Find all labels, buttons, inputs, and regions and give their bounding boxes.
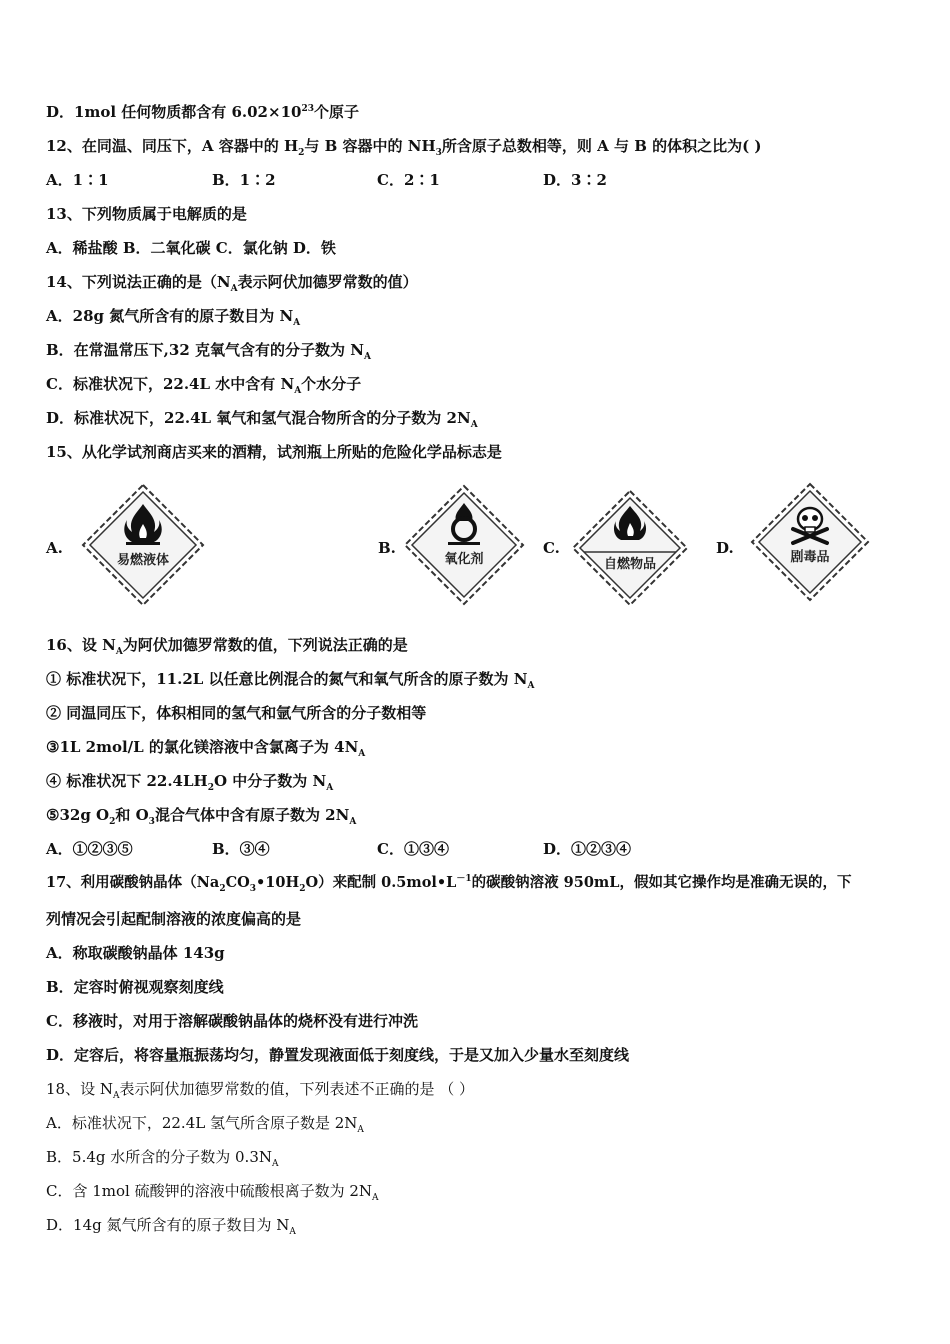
q16-i1-sub: A <box>527 681 535 691</box>
q16-option-b[interactable]: B．③④ <box>212 840 270 858</box>
q16-item-2: ② 同温同压下，体积相同的氢气和氩气所含的分子数相等 <box>46 704 427 722</box>
q15-option-a-letter[interactable]: A. <box>46 539 63 557</box>
q14d-text: D．标准状况下，22.4L 氧气和氢气混合物所含的分子数为 2N <box>46 409 471 427</box>
q12-text-2: 与 B 容器中的 NH <box>304 137 436 155</box>
q17-stem-line2: 列情况会引起配制溶液的浓度偏高的是 <box>46 910 302 928</box>
q18b-sub: A <box>272 1159 279 1169</box>
q12-option-b[interactable]: B．1∶2 <box>212 171 276 189</box>
q14c-text-2: 个水分子 <box>301 375 362 393</box>
q16-i5-text-3: 混合气体中含有原子数为 2N <box>154 806 350 824</box>
q11d-suffix: 个原子 <box>313 103 359 121</box>
q16-item-1 <box>46 669 534 689</box>
q18-option-a[interactable] <box>46 1113 364 1133</box>
q16-i5-sub-2: 3 <box>148 817 155 827</box>
q12-option-d[interactable]: D．3∶2 <box>543 171 607 189</box>
q18d-text: D．14g 氮气所含有的原子数目为 N <box>46 1216 290 1234</box>
q18-option-b[interactable] <box>46 1147 279 1167</box>
q16-i4-text-2: O 中分子数为 N <box>213 772 327 790</box>
q18-text-1: 18、设 N <box>46 1080 113 1098</box>
q18c-sub: A <box>372 1193 379 1203</box>
q17-option-a[interactable]: A．称取碳酸钠晶体 143g <box>46 944 225 962</box>
q17-text-2: CO <box>225 874 250 891</box>
q18a-sub: A <box>357 1125 364 1135</box>
q14-text-2: 表示阿伏加德罗常数的值） <box>237 273 418 291</box>
q14-sub: A <box>230 284 238 294</box>
q11-option-d <box>46 102 359 122</box>
q14a-text: A．28g 氮气所含有的原子数目为 N <box>46 307 294 325</box>
q14b-sub: A <box>363 352 371 362</box>
q14-stem <box>46 272 418 292</box>
q15-sign-a-label: 易燃液体 <box>116 553 170 568</box>
q18-option-d[interactable] <box>46 1215 296 1235</box>
q17-stem <box>46 873 851 893</box>
q14a-sub: A <box>293 318 301 328</box>
q16-text-1: 16、设 N <box>46 636 116 654</box>
q16-i4-sub-1: 2 <box>207 783 214 793</box>
q16-option-c[interactable]: C．①③④ <box>377 840 449 858</box>
q11d-sup: 23 <box>301 104 314 114</box>
q18a-text: A．标准状况下，22.4L 氢气所含原子数是 2N <box>46 1114 358 1132</box>
q16-i3-text: ③1L 2mol/L 的氯化镁溶液中含氯离子为 4N <box>46 738 359 756</box>
q17-option-d[interactable]: D．定容后，将容量瓶振荡均匀，静置发现液面低于刻度线，于是又加入少量水至刻度线 <box>46 1046 630 1064</box>
q17-sup: －1 <box>456 874 472 885</box>
q13-options[interactable]: A．稀盐酸 B．二氧化碳 C．氯化钠 D．铁 <box>46 239 336 257</box>
q15-option-b-sign[interactable] <box>402 483 526 607</box>
q16-stem <box>46 635 408 655</box>
q16-i5-text-2: 和 O <box>115 806 149 824</box>
q18d-sub: A <box>289 1227 296 1237</box>
q16-i1-text: ① 标准状况下，11.2L 以任意比例混合的氮气和氧气所含的原子数为 N <box>46 670 528 688</box>
q14-option-c[interactable] <box>46 374 361 394</box>
q16-i5-text-1: ⑤32g O <box>46 806 110 824</box>
q17-option-b[interactable]: B．定容时俯视观察刻度线 <box>46 978 224 996</box>
q15-option-a-sign[interactable] <box>80 482 206 608</box>
q14-option-b[interactable] <box>46 340 371 360</box>
q15-option-d-letter[interactable]: D. <box>716 539 734 557</box>
q15-sign-c-label: 自燃物品 <box>603 557 657 572</box>
q14-option-a[interactable] <box>46 306 300 326</box>
q15-stem: 15、从化学试剂商店买来的酒精，试剂瓶上所贴的危险化学品标志是 <box>46 443 502 461</box>
q14-text-1: 14、下列说法正确的是（N <box>46 273 231 291</box>
q12-stem <box>46 136 762 156</box>
q15-sign-b-label: 氧化剂 <box>444 552 484 567</box>
q16-option-d[interactable]: D．①②③④ <box>543 840 632 858</box>
q14b-text: B．在常温常压下,32 克氧气含有的分子数为 N <box>46 341 364 359</box>
q18b-text: B．5.4g 水所含的分子数为 0.3N <box>46 1148 272 1166</box>
q17-sub-1: 2 <box>219 883 226 894</box>
q18-sub: A <box>112 1091 120 1101</box>
q17-option-c[interactable]: C．移液时，对用于溶解碳酸钠晶体的烧杯没有进行冲洗 <box>46 1012 418 1030</box>
q15-option-d-sign[interactable] <box>749 481 871 603</box>
q17-sub-3: 2 <box>299 883 306 894</box>
q16-text-2: 为阿伏加德罗常数的值，下列说法正确的是 <box>122 636 408 654</box>
q18c-text: C．含 1mol 硫酸钾的溶液中硫酸根离子数为 2N <box>46 1182 373 1200</box>
q17-text-1: 17、利用碳酸钠晶体（Na <box>46 874 220 891</box>
q16-i5-sub-1: 2 <box>109 817 116 827</box>
q18-option-c[interactable] <box>46 1181 379 1201</box>
q12-option-c[interactable]: C．2∶1 <box>377 171 440 189</box>
q16-i3-sub: A <box>358 749 366 759</box>
q17-text-4: O）来配制 0.5mol•L <box>305 874 457 891</box>
q15-option-b-letter[interactable]: B. <box>378 539 396 557</box>
q16-item-5 <box>46 805 356 825</box>
q17-text-5: 的碳酸钠溶液 950mL，假如其它操作均是准确无误的，下 <box>471 874 852 891</box>
q16-option-a[interactable]: A．①②③⑤ <box>46 840 133 858</box>
q13-stem: 13、下列物质属于电解质的是 <box>46 205 247 223</box>
q17-text-3: •10H <box>256 874 300 891</box>
q14c-text: C．标准状况下，22.4L 水中含有 N <box>46 375 295 393</box>
q15-option-c-letter[interactable]: C. <box>543 539 560 557</box>
q14c-sub: A <box>294 386 302 396</box>
q14d-sub: A <box>470 420 478 430</box>
q18-stem <box>46 1079 474 1099</box>
q14-option-d[interactable] <box>46 408 478 428</box>
q16-i4-sub-2: A <box>326 783 334 793</box>
q11d-text: D．1mol 任何物质都含有 6.02×10 <box>46 103 302 121</box>
q15-option-c-sign[interactable] <box>570 488 690 608</box>
q12-sub-2: 3 <box>435 148 442 158</box>
q12-option-a[interactable]: A．1∶1 <box>46 171 109 189</box>
q12-sub-1: 2 <box>298 148 305 158</box>
q16-i4-text-1: ④ 标准状况下 22.4LH <box>46 772 208 790</box>
q15-sign-d-label: 剧毒品 <box>790 550 830 565</box>
q16-i5-sub-3: A <box>349 817 357 827</box>
q16-item-3 <box>46 737 365 757</box>
q17-sub-2: 3 <box>249 883 257 894</box>
q18-text-2: 表示阿伏加德罗常数的值，下列表述不正确的是 （ ） <box>119 1080 475 1098</box>
q16-sub: A <box>115 647 123 657</box>
q12-text-3: 所含原子总数相等，则 A 与 B 的体积之比为( ) <box>441 137 762 155</box>
q16-item-4 <box>46 771 333 791</box>
q12-text-1: 12、在同温、同压下，A 容器中的 H <box>46 137 299 155</box>
